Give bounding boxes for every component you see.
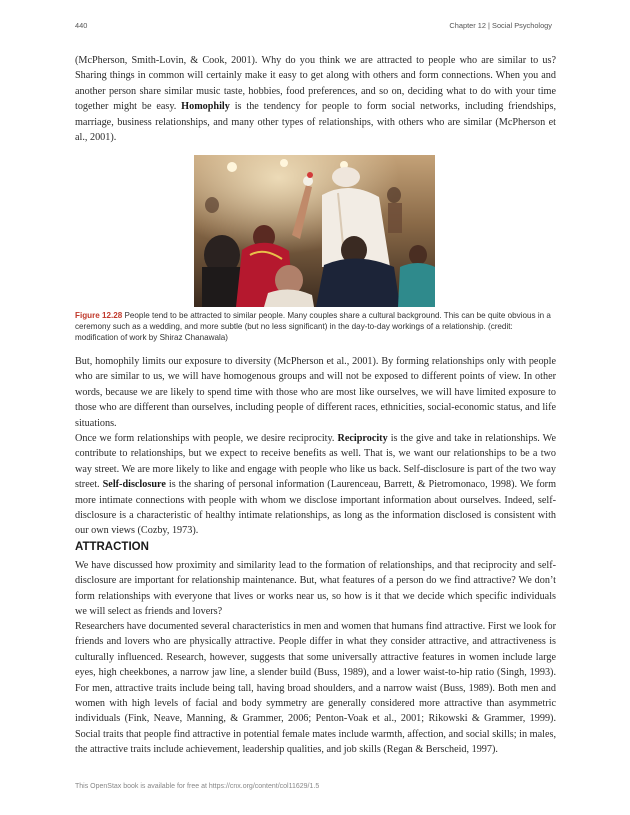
para-text: But, homophily limits our exposure to diversity (McPherson et al., 2001). By forming relationships only with people who are similar to us, we will have homogenous groups and will not be exposed to different points of view. In other words, because we are likely to spend time with those who are most like ourselves, we will have limited exposure to those who are different than ourselves, including people of different races, ethnicities, social-economic status, and life situations. [75,356,556,429]
para-text: Researchers have documented several characteristics in men and women that humans find attractive. First we look for friends and lovers who are physically attractive. People differ in what they consider attractive, and attractiveness is culturally influenced. Research, however, suggests that some universally attractive features in women include large eyes, high cheekbones, a narrow jaw line, a slender build (Buss, 1989), and a lower waist-to-hip ratio (Singh, 1993). For men, attractive traits include being tall, having broad shoulders, and a narrow waist (Buss, 1989). Both men and women with high levels of facial and body symmetry are generally considered more attractive than asymmetric individuals (Fink, Neave, Manning, & Grammer, 2006; Penton-Voak et al., 2001; Rikowski & Grammer, 1999). Social traits that people find attractive in potential female mates include warmth, affection, and social skills; in males, the attractive traits include achievement, leadership qualities, and job skills (Regan & Berscheid, 1997). [75,621,556,756]
page-footer: This OpenStax book is available for free at https://cnx.org/content/col11629/1.5 [75,783,320,790]
para-text: is the give and take in relationships. We contribute to relationships, but we expect to receive benefits as well. That is, we want our relationships to be a two way street. We are more likely to like and engage with people who like us back. Self-disclosure is part of the two way street. [75,433,556,491]
paragraph-reciprocity [75,431,556,539]
para-text: (McPherson, Smith-Lovin, & Cook, 2001). Why do you think we are attracted to people who are similar to us? Sharing things in common will certainly make it easy to get along with others and form connections. When you and another person share similar music taste, hobbies, food preferences, and so on, deciding what to do with your time together might be easy. [75,55,556,113]
figure-label: Figure 12.28 [75,311,123,320]
figure-wedding-photo [194,155,435,307]
key-term-reciprocity: Reciprocity [337,433,388,444]
key-term-homophily: Homophily [181,101,230,113]
para-text: We have discussed how proximity and similarity lead to the formation of relationships, and that reciprocity and self-disclosure are important for relationship maintenance. But, what features of a person do we find attractive? We don’t form relationships with everyone that lives or works near us, so how is it that we decide which specific individuals we will select as friends and lovers? [75,560,556,618]
para-text: is the tendency for people to form social networks, including friendships, marriage, business relationships, and many other types of relationships, with others who are similar (McPherson et al., 2001). [75,101,556,144]
page-number: 440 [75,21,88,30]
paragraph-attractive-characteristics [75,619,556,758]
para-text: is the sharing of personal information (Laurenceau, Barrett, & Pietromonaco, 1998). We form more intimate connections with people with whom we disclose important information about ourselves. Indeed, self-disclosure is a characteristic of healthy intimate relationships, as long as the information disclosed is consistent with our own views (Cozby, 1973). [75,479,557,537]
key-term-self-disclosure: Self-disclosure [102,479,166,491]
running-header: Chapter 12 | Social Psychology [449,21,552,30]
section-heading-attraction: ATTRACTION [75,541,149,553]
paragraph-attraction-intro [75,558,556,620]
paragraph-homophily-limits [75,354,556,431]
para-text: Once we form relationships with people, we desire reciprocity. [75,433,338,444]
figure-caption-text: People tend to be attracted to similar people. Many couples share a cultural background. This can be quite obvious in a ceremony such as a wedding, and more subtle (but no less significant) in the day-to-day workings of a relationship. (credit: modification of work by Shiraz Chanawala) [75,311,551,343]
paragraph-homophily [75,53,556,145]
figure-caption [75,310,556,344]
